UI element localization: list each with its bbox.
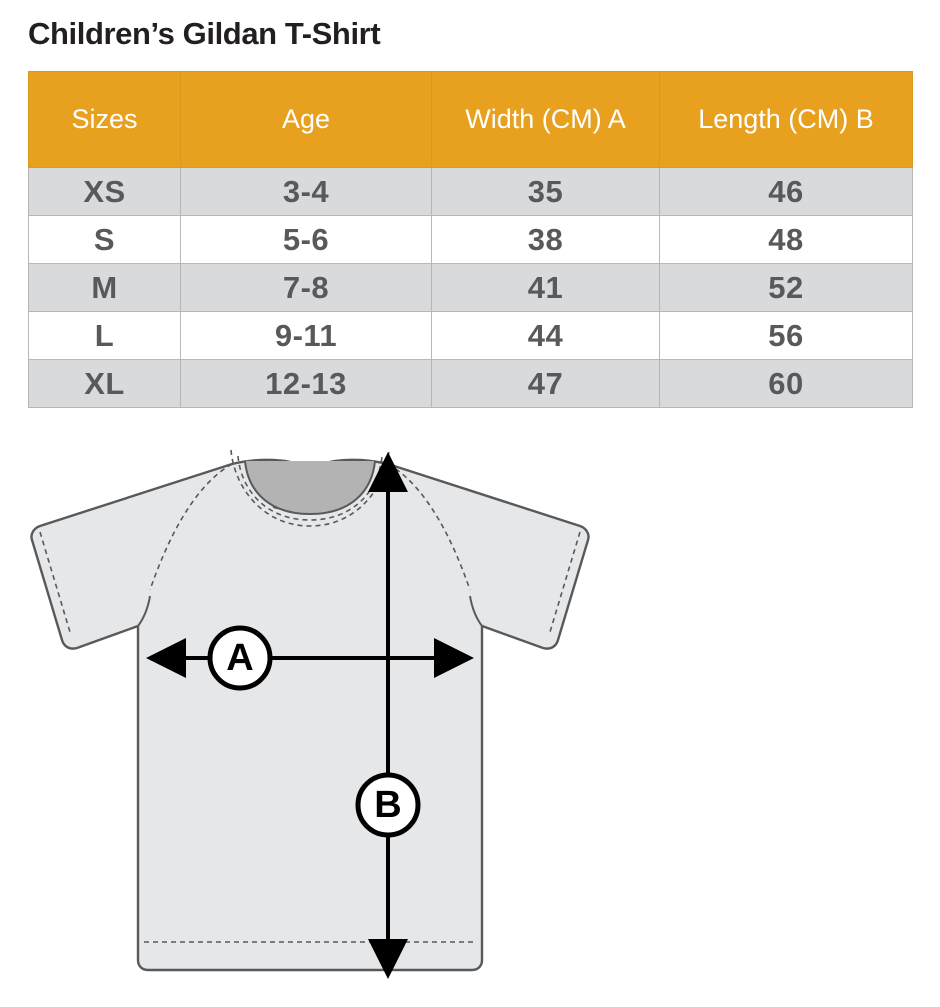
table-row xyxy=(29,168,913,216)
width-label-text: A xyxy=(226,637,254,679)
page-title: Children’s Gildan T-Shirt xyxy=(28,16,381,51)
table-header xyxy=(29,72,913,168)
cell-length: 52 xyxy=(660,264,913,312)
column-header-width: Width (CM) A xyxy=(432,72,660,168)
cell-length: 60 xyxy=(660,360,913,408)
cell-age: 5-6 xyxy=(181,216,432,264)
column-header-length: Length (CM) B xyxy=(660,72,913,168)
cell-length: 46 xyxy=(660,168,913,216)
cell-width: 35 xyxy=(432,168,660,216)
column-header-age: Age xyxy=(181,72,432,168)
cell-size: M xyxy=(29,264,181,312)
table-row xyxy=(29,264,913,312)
cell-age: 3-4 xyxy=(181,168,432,216)
cell-width: 47 xyxy=(432,360,660,408)
table-body xyxy=(29,168,913,408)
table-row xyxy=(29,360,913,408)
length-label-text: B xyxy=(374,784,402,826)
size-table xyxy=(28,71,913,408)
cell-length: 56 xyxy=(660,312,913,360)
column-header-sizes: Sizes xyxy=(29,72,181,168)
cell-width: 38 xyxy=(432,216,660,264)
cell-age: 7-8 xyxy=(181,264,432,312)
table-row xyxy=(29,312,913,360)
table-row xyxy=(29,216,913,264)
cell-age: 12-13 xyxy=(181,360,432,408)
cell-width: 41 xyxy=(432,264,660,312)
cell-age: 9-11 xyxy=(181,312,432,360)
cell-width: 44 xyxy=(432,312,660,360)
tshirt-body-path xyxy=(31,460,588,970)
cell-length: 48 xyxy=(660,216,913,264)
table-header-row xyxy=(29,72,913,168)
cell-size: XS xyxy=(29,168,181,216)
cell-size: S xyxy=(29,216,181,264)
tshirt-measurement-diagram xyxy=(0,430,940,1007)
tshirt-illustration xyxy=(31,450,588,970)
cell-size: L xyxy=(29,312,181,360)
cell-size: XL xyxy=(29,360,181,408)
